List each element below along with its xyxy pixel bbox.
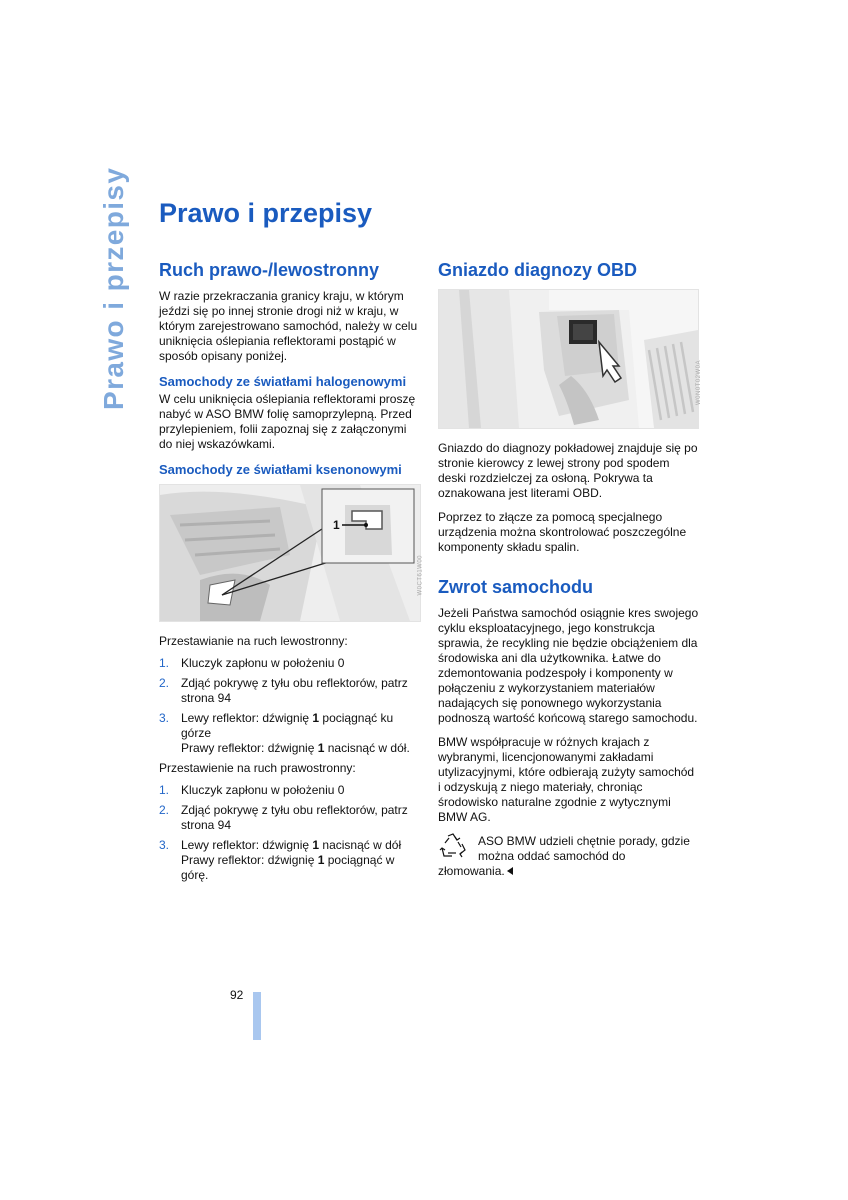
figure-code: W0N0T02W0A [696,360,702,406]
list-item [159,838,421,883]
section-heading-traffic: Ruch prawo-/lewostronny [159,260,380,280]
step-text: Kluczyk zapłonu w położeniu 0 [181,783,345,797]
traffic-intro: W razie przekraczania granicy kraju, w którym jeździ się po innej stronie drogi niż w kraju, w którym zarejestrowano samochód, należy w celu uniknięcia oślepiania reflektorami postąpić w sposób opisany poniżej. [159,289,418,363]
list-item [159,711,421,756]
step-text: Zdjąć pokrywę z tyłu obu reflektorów, patrz strona 94 [181,803,408,832]
end-marker-icon [507,867,513,875]
step-line: Lewy reflektor: dźwignię 1 pociągnąć ku górze [181,711,394,740]
page-number: 92 [230,988,244,1002]
subheading-xenon: Samochody ze światłami ksenonowymi [159,462,402,477]
left-hand-traffic-label: Przestawianie na ruch lewostronny: [159,634,348,648]
list-item [159,656,421,671]
return-text-2: BMW współpracuje w różnych krajach z wybranymi, licencjonowanymi zakładami utylizacyjnymi, które odbierają zużyty samochód i odzyskują z niego materiały, chroniąc środowisko naturalne zgodnie z wytycznymi BMW AG. [438,735,695,824]
step-number: 2. [159,803,170,817]
obd-figure [438,289,702,429]
recycle-icon [438,832,468,860]
recycling-note [438,834,700,879]
step-number: 1. [159,783,170,797]
sidebar-chapter-title: Prawo i przepisy [98,166,129,410]
list-item [159,676,421,706]
right-hand-steps [159,783,421,883]
obd-socket-illustration [439,290,698,428]
section-heading-return: Zwrot samochodu [438,577,594,597]
section-heading-obd: Gniazdo diagnozy OBD [438,260,638,280]
step-line: Lewy reflektor: dźwignię 1 nacisnąć w dół [181,838,402,852]
step-number: 3. [159,838,170,852]
step-number: 3. [159,711,170,725]
halogen-text: W celu uniknięcia oślepiania reflektorami proszę nabyć w ASO BMW folię samoprzylepną. Przed przylepieniem, folii zapoznaj się z załączonymi do niej wskazówkami. [159,392,416,451]
left-column [159,258,424,888]
headlight-illustration [160,485,420,621]
list-item [159,803,421,833]
list-item [159,783,421,798]
note-text: ASO BMW udzieli chętnie porady, gdzie można oddać samochód do [478,834,690,863]
figure-callout-1: 1 [333,518,340,532]
return-text-1: Jeżeli Państwa samochód osiągnie kres swojego cyklu eksploatacyjnego, jego konstrukcja sprawia, że recykling nie będzie obciążeniem dla środowiska ani dla użytkownika. Łatwe do zdemontowania podzespoły i komponenty w połączeniu z wykorzystaniem materiałów nadających się ponownego wykorzystania podnoszą wartość końcową starego samochodu. [438,606,699,725]
left-hand-steps [159,656,421,756]
note-tail: złomowania. [438,864,700,879]
page-title: Prawo i przepisy [159,198,373,228]
figure-code: W0CT61W00 [418,555,424,596]
right-hand-traffic-label: Przestawienie na ruch prawostronny: [159,761,356,775]
headlight-figure [159,484,424,622]
subheading-halogen: Samochody ze światłami halogenowymi [159,374,407,389]
step-line: Prawy reflektor: dźwignię 1 nacisnąć w dół. [181,741,410,755]
step-text: Zdjąć pokrywę z tyłu obu reflektorów, patrz strona 94 [181,676,408,705]
obd-text-2: Poprzez to złącze za pomocą specjalnego urządzenia można skontrolować poszczególne komponenty składu spalin. [438,510,687,554]
step-text: Kluczyk zapłonu w położeniu 0 [181,656,345,670]
step-number: 1. [159,656,170,670]
step-line: Prawy reflektor: dźwignię 1 pociągnąć w górę. [181,853,395,882]
page-marker-bar [253,992,261,1040]
right-column [438,258,700,879]
obd-text-1: Gniazdo do diagnozy pokładowej znajduje się po stronie kierowcy z lewej strony pod spodem deski rozdzielczej za osłoną. Pokrywa ta oznakowana jest literami OBD. [438,441,698,500]
step-number: 2. [159,676,170,690]
